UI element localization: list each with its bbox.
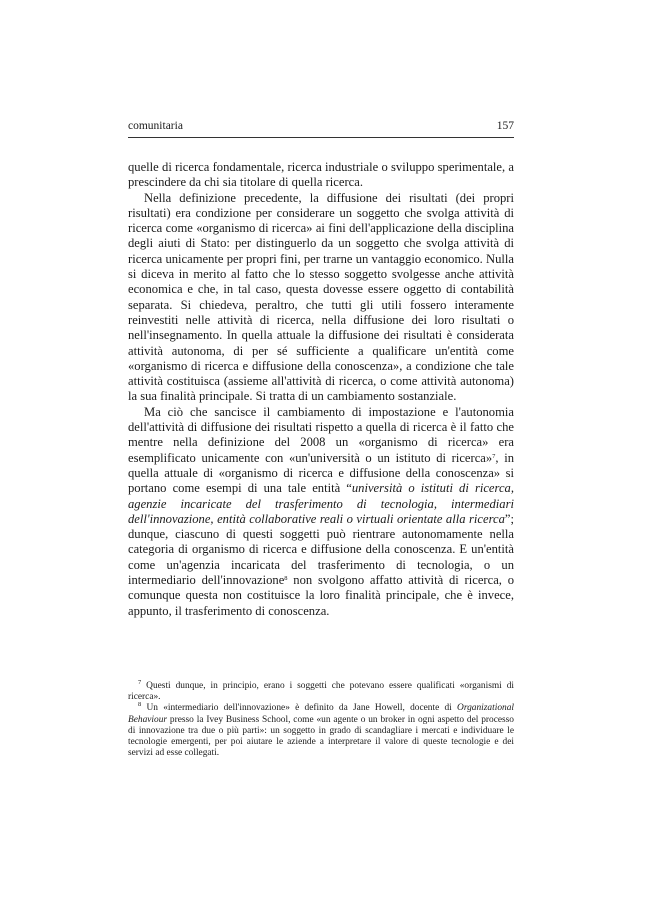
footnote-text: Questi dunque, in principio, erano i soggetti che potevano essere qualificati «organismi di ricerca». <box>128 681 514 703</box>
text-span: non svolgono affatto attività di ricerca, o comunque questa non costituisce la loro finalità principale, che è invece, appunto, il trasferimento di conoscenza. <box>128 573 514 618</box>
footnote-ref-8: 8 <box>284 575 288 583</box>
text-span: Ma ciò che sancisce il cambiamento di impostazione e l'autonomia dell'attività di diffusione dei risultati rispetto a quella di ricerca è il fatto che mentre nella definizione del 2008 un «organismo di ricerca» era esemplificato unicamente con «un'università o un istituto di ricerca» <box>128 404 514 465</box>
italic-quote: università o istituti di ricerca, agenzie incaricate del trasferimento di tecnologia, intermediari dell'innovazione, entità collaborative reali o virtuali orientate alla ricerca <box>128 481 514 526</box>
page-number: 157 <box>496 120 514 132</box>
footnote-8 <box>128 703 514 759</box>
footnote-7 <box>128 681 514 703</box>
footnote-text: presso la Ivey Business School, come «un agente o un broker in ogni aspetto del processo di innovazione tra due o più parti»: un soggetto in grado di scandagliare i mercati e individuare le tecnologie emergenti, per poi aiutare le aziende a interpretare il valore di queste tecnologie e dei servizi ad esse collegati. <box>128 714 514 759</box>
footnote-number: 7 <box>138 679 142 686</box>
running-header <box>128 119 514 138</box>
paragraph <box>128 405 514 619</box>
running-header-title: comunitaria <box>128 120 183 132</box>
main-text <box>128 160 514 619</box>
paragraph: Nella definizione precedente, la diffusione dei risultati (dei propri risultati) era condizione per considerare un soggetto che svolga attività di ricerca come «organismo di ricerca» ai fini dell'applicazione della disciplina degli aiuti di Stato: per distinguerlo da un soggetto che svolga attività di ricerca unicamente per propri fini, per trarne un vantaggio economico. Nulla si diceva in merito al fatto che lo stesso soggetto svolgesse anche attività economica e che, in tal caso, questa dovesse essere oggetto di contabilità separata. Si chiedeva, peraltro, che tutti gli utili fossero interamente reinvestiti nelle attività di ricerca, nella diffusione dei loro risultati o nell'insegnamento. In quella attuale la diffusione dei risultati è considerata attività autonoma, di per sé sufficiente a qualificare un'entità come «organismo di ricerca e diffusione della conoscenza», a condizione che tale attività costituisca (assieme all'attività di ricerca, o come attività autonoma) la sua finalità principale. Si tratta di un cambiamento sostanziale. <box>128 190 514 404</box>
footnote-italic: Organizational Behaviour <box>128 703 514 725</box>
footnote-number: 8 <box>138 701 142 709</box>
text-span: , in quella attuale di «organismo di ricerca e diffusione della conoscenza» si portano come esempi di una tale entità “ <box>128 450 514 496</box>
paragraph-continuation: quelle di ricerca fondamentale, ricerca industriale o sviluppo sperimentale, a prescindere da chi sia titolare di quella ricerca. <box>128 160 514 190</box>
text-span: ”; dunque, ciascuno di questi soggetti può rientrare autonomamente nella categoria di organismo di ricerca e diffusione della conoscenza. E un'entità come un'agenzia incaricata del trasferimento di tecnologia, o un intermediario dell'innovazione <box>128 511 514 588</box>
footnotes <box>128 681 514 759</box>
footnote-ref-7: 7 <box>492 452 496 460</box>
footnote-text: Un «intermediario dell'innovazione» è definito da Jane Howell, docente di <box>141 703 458 714</box>
